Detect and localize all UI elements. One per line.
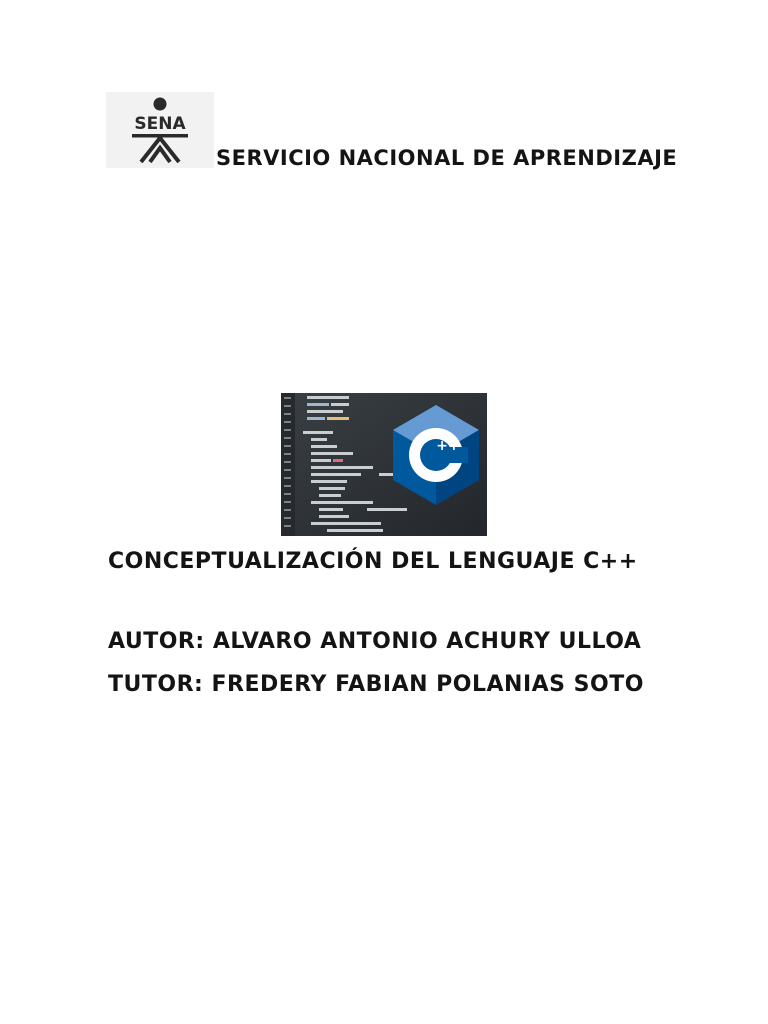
tutor-line: TUTOR: FREDERY FABIAN POLANIAS SOTO [108, 672, 644, 697]
document-title: CONCEPTUALIZACIÓN DEL LENGUAJE C++ [108, 549, 638, 574]
author-line: AUTOR: ALVARO ANTONIO ACHURY ULLOA [108, 629, 642, 654]
cpp-logo-over-code-icon [281, 393, 487, 536]
institution-name: SERVICIO NACIONAL DE APRENDIZAJE [216, 146, 678, 170]
cpp-cover-image [281, 393, 487, 536]
sena-logo-icon [106, 92, 214, 168]
sena-logo [106, 92, 214, 168]
cpp-logo-text: ++ [436, 438, 460, 454]
sena-logo-text: SENA [134, 114, 186, 134]
